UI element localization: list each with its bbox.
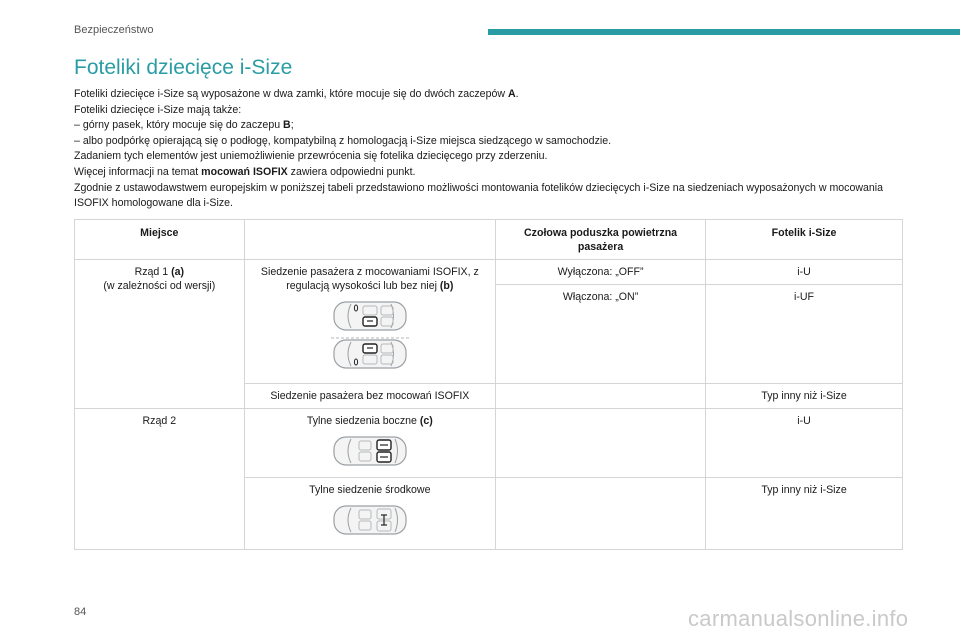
airbag-on-value: i-UF: [706, 285, 903, 384]
car-rear-center-seat-icon: [331, 503, 409, 537]
airbag-on-cell: Włączona: „ON”: [496, 285, 706, 384]
car-front-forward-icon: [331, 299, 409, 333]
empty-cell: [496, 409, 706, 478]
rear-side-seat-value: i-U: [706, 409, 903, 478]
section-header: Bezpieczeństwo: [74, 24, 154, 36]
table-header-row: [75, 220, 903, 260]
empty-cell: [496, 384, 706, 409]
intro-paragraph: Zadaniem tych elementów jest uniemożliwienie przewrócenia się fotelika dziecięcego przy zderzeniu.: [74, 150, 548, 163]
intro-list-item: – albo podpórkę opierającą się o podłogę, kompatybilną z homologacją i-Size miejsca siedzącego w samochodzie.: [74, 134, 612, 147]
empty-cell: [496, 478, 706, 550]
isize-table: [74, 219, 903, 550]
watermark: carmanualsonline.info: [688, 606, 909, 631]
header-place: Miejsce: [75, 220, 245, 260]
intro-list-item: – górny pasek, który mocuje się do zaczepu B;: [74, 119, 294, 132]
row1-seat-cell: Siedzenie pasażera z mocowaniami ISOFIX, z regulacją wysokości lub bez niej (b): [244, 260, 495, 384]
intro-paragraph: Zgodnie z ustawodawstwem europejskim w poniższej tabeli przedstawiono możliwości montowania fotelików dziecięcych i-Size na siedzeniach wyposażonych w mocowania ISOFIX homologowane dla i-Size.: [74, 181, 884, 210]
rear-side-seat-cell: Tylne siedzenia boczne (c): [244, 409, 495, 478]
header-seat: [244, 220, 495, 260]
seat-no-isofix-cell: Siedzenie pasażera bez mocowań ISOFIX: [244, 384, 495, 409]
header-accent-bar: [488, 29, 960, 35]
header-isize: Fotelik i-Size: [706, 220, 903, 260]
car-rear-side-seats-icon: [331, 434, 409, 468]
seat-no-isofix-value: Typ inny niż i-Size: [706, 384, 903, 409]
car-rear-facing-icon: [331, 337, 409, 371]
intro-paragraph: Foteliki dziecięce i-Size są wyposażone w dwa zamki, które mocuje się do dwóch zaczepów A.: [74, 88, 519, 100]
page-title: Foteliki dziecięce i-Size: [74, 56, 293, 79]
intro-paragraph: Foteliki dziecięce i-Size mają także:: [74, 103, 242, 116]
rear-center-seat-cell: Tylne siedzenie środkowe: [244, 478, 495, 550]
row2-place-cell: Rząd 2: [75, 409, 245, 550]
intro-text: [74, 87, 904, 212]
airbag-off-cell: Wyłączona: „OFF”: [496, 260, 706, 285]
airbag-off-value: i-U: [706, 260, 903, 285]
page-number: 84: [74, 606, 87, 618]
rear-center-seat-value: Typ inny niż i-Size: [706, 478, 903, 550]
table-row: [75, 409, 903, 478]
table-row: [75, 260, 903, 285]
intro-paragraph: Więcej informacji na temat mocowań ISOFIX zawiera odpowiedni punkt.: [74, 165, 416, 178]
row1-place-cell: Rząd 1 (a) (w zależności od wersji): [75, 260, 245, 409]
header-airbag: Czołowa poduszka powietrzna pasażera: [496, 220, 706, 260]
